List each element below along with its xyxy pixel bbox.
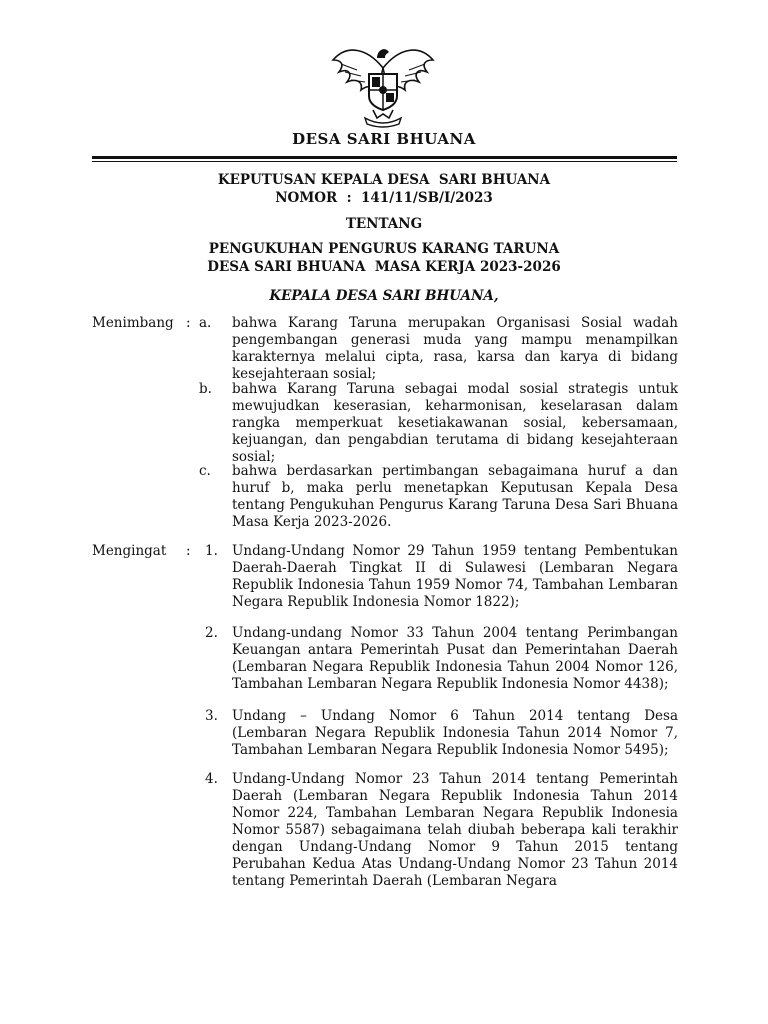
menimbang-item-a: bahwa Karang Taruna merupakan Organisasi Sosial wadah pengembangan generasi muda yang mampu menampilkan karakternya melalui cipta, rasa, karsa dan karya di bidang kesejahteraan sosial; [232,315,678,382]
decree-number: NOMOR : 141/11/SB/I/2023 [275,190,493,206]
mengingat-marker-3: 3. [205,708,218,724]
mengingat-label: Mengingat [92,543,167,559]
menimbang-colon: : [186,315,191,331]
mengingat-marker-4: 4. [205,771,218,787]
menimbang-label: Menimbang [92,315,174,331]
mengingat-item-2: Undang-undang Nomor 33 Tahun 2004 tentang Perimbangan Keuangan antara Pemerintah Pusat dan Pemerintahan Daerah (Lembaran Negara Republik Indonesia Tahun 2004 Nomor 126, Tambahan Lembaran Negara Republik Indonesia Nomor 4438); [232,625,678,692]
mengingat-colon: : [186,543,191,559]
about-heading: TENTANG [345,216,423,232]
menimbang-marker-a: a. [199,315,212,331]
decree-title: KEPUTUSAN KEPALA DESA SARI BHUANA [217,172,551,188]
mengingat-item-3: Undang – Undang Nomor 6 Tahun 2014 tentang Desa (Lembaran Negara Republik Indonesia Tahun 2014 Nomor 7, Tambahan Lembaran Negara Republik Indonesia Nomor 5495); [232,708,678,758]
garuda-emblem-icon [327,38,439,130]
header-rule-thin [92,161,677,162]
subject-line-1: PENGUKUHAN PENGURUS KARANG TARUNA [208,241,560,257]
menimbang-marker-c: c. [199,463,211,479]
subject-line-2: DESA SARI BHUANA MASA KERJA 2023-2026 [207,259,561,275]
mengingat-marker-1: 1. [205,543,218,559]
mengingat-marker-2: 2. [205,625,218,641]
menimbang-marker-b: b. [199,381,212,397]
village-title: DESA SARI BHUANA [292,130,476,148]
mengingat-item-4: Undang-Undang Nomor 23 Tahun 2014 tentang Pemerintah Daerah (Lembaran Negara Republik Indonesia Tahun 2014 Nomor 224, Tambahan Lembaran Negara Republik Indonesia Nomor 5587) sebagaimana telah diubah beberapa kali terakhir dengan Undang-Undang Nomor 9 Tahun 2015 tentang Perubahan Kedua Atas Undang-Undang Nomor 23 Tahun 2014 tentang Pemerintah Daerah (Lembaran Negara [232,771,678,889]
menimbang-item-c: bahwa berdasarkan pertimbangan sebagaimana huruf a dan huruf b, maka perlu menetapkan Keputusan Kepala Desa tentang Pengukuhan Pengurus Karang Taruna Desa Sari Bhuana Masa Kerja 2023-2026. [232,463,678,530]
menimbang-item-b: bahwa Karang Taruna sebagai modal sosial strategis untuk mewujudkan keserasian, keharmonisan, keselarasan dalam rangka memperkuat kesetiakawanan sosial, kebersamaan, kejuangan, dan pengabdian terutama di bidang kesejahteraan sosial; [232,381,678,465]
mengingat-item-1: Undang-Undang Nomor 29 Tahun 1959 tentang Pembentukan Daerah-Daerah Tingkat II di Sulawesi (Lembaran Negara Republik Indonesia Tahun 1959 Nomor 74, Tambahan Lembaran Negara Republik Indonesia Nomor 1822); [232,543,678,610]
header-rule-thick [92,156,677,159]
head-title: KEPALA DESA SARI BHUANA, [269,288,499,304]
